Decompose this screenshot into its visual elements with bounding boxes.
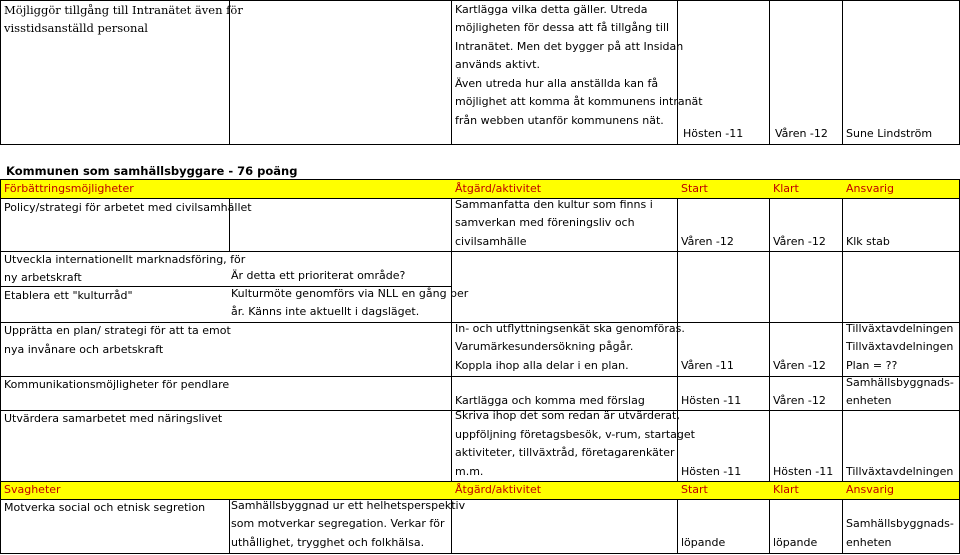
grid-line: [677, 0, 678, 145]
grid-line: [769, 0, 770, 145]
pendlare-start: Hösten -11: [681, 394, 742, 407]
kulturrad-col1: Etablera ett "kulturråd": [4, 289, 133, 302]
pendlare-ansvarig-line: enheten: [846, 394, 892, 407]
top-col3-line: från webben utanför kommunens nät.: [455, 114, 664, 127]
svagheter-col1: Motverka social och etnisk segretion: [4, 501, 206, 514]
grid-line: [451, 0, 452, 145]
internationellt-col1-line: Utveckla internationellt marknadsföring, för: [4, 253, 246, 266]
top-ansvarig: Sune Lindström: [846, 127, 933, 140]
policy-ansvarig: Klk stab: [846, 235, 890, 248]
header2-ansvarig: Ansvarig: [846, 483, 895, 496]
pendlare-col3: Kartlägga och komma med förslag: [455, 394, 645, 407]
svagheter-col2-line: uthållighet, trygghet och folkhälsa.: [231, 536, 425, 549]
policy-col3-line: samverkan med föreningsliv och: [455, 216, 635, 229]
top-col1-line: Möjliggör tillgång till Intranätet även för: [4, 3, 243, 17]
kulturrad-col2-line: Kulturmöte genomförs via NLL en gång per: [231, 287, 469, 300]
emot-ansvarig-line: Plan = ??: [846, 359, 898, 372]
grid-line: [0, 144, 960, 145]
policy-col3-line: civilsamhälle: [455, 235, 527, 248]
pendlare-col1: Kommunikationsmöjligheter för pendlare: [4, 378, 230, 391]
header2-col1: Svagheter: [4, 483, 61, 496]
svagheter-col2-line: som motverkar segregation. Verkar för: [231, 517, 445, 530]
header2-col3: Åtgärd/aktivitet: [455, 483, 542, 496]
header2-klart: Klart: [773, 483, 799, 496]
naringsliv-col3-line: uppföljning företagsbesök, v-rum, startaget: [455, 428, 695, 441]
header-col3: Åtgärd/aktivitet: [455, 182, 542, 195]
top-col3-line: Intranätet. Men det bygger på att Insidan: [455, 40, 684, 53]
emot-col3-line: Koppla ihop alla delar i en plan.: [455, 359, 629, 372]
emot-ansvarig-line: Tillväxtavdelningen: [846, 322, 954, 335]
internationellt-col1-line: ny arbetskraft: [4, 271, 82, 284]
top-col3-line: möjligheten för dessa att få tillgång till: [455, 21, 670, 34]
emot-start: Våren -11: [681, 359, 734, 372]
svagheter-klart: löpande: [773, 536, 818, 549]
emot-col1-line: nya invånare och arbetskraft: [4, 343, 164, 356]
grid-line: [0, 553, 960, 554]
naringsliv-col1: Utvärdera samarbetet med näringslivet: [4, 412, 223, 425]
header-start: Start: [681, 182, 708, 195]
top-start: Hösten -11: [683, 127, 744, 140]
policy-col1: Policy/strategi för arbetet med civilsamhället: [4, 201, 252, 214]
grid-line: [229, 0, 230, 145]
policy-klart: Våren -12: [773, 235, 826, 248]
header2-start: Start: [681, 483, 708, 496]
naringsliv-start: Hösten -11: [681, 465, 742, 478]
pendlare-ansvarig-line: Samhällsbyggnads-: [846, 376, 954, 389]
grid-line: [229, 499, 230, 553]
grid-line: [0, 0, 1, 145]
internationellt-col2: Är detta ett prioriterat område?: [231, 269, 406, 282]
naringsliv-col3-line: m.m.: [455, 465, 484, 478]
top-col1-line: visstidsanställd personal: [4, 21, 148, 35]
emot-col3-line: In- och utflyttningsenkät ska genomföras.: [455, 322, 685, 335]
emot-klart: Våren -12: [773, 359, 826, 372]
top-col3-line: används aktivt.: [455, 58, 540, 71]
top-col3-line: Även utreda hur alla anställda kan få: [455, 77, 659, 90]
pendlare-klart: Våren -12: [773, 394, 826, 407]
emot-col3-line: Varumärkesundersökning pågår.: [455, 340, 634, 353]
naringsliv-klart: Hösten -11: [773, 465, 834, 478]
naringsliv-col3-line: aktiviteter, tillväxtråd, företagarenkäter: [455, 446, 675, 459]
header-klart: Klart: [773, 182, 799, 195]
grid-line: [842, 0, 843, 145]
svagheter-col2-line: Samhällsbyggnad ur ett helhetsperspektiv: [231, 499, 466, 512]
top-col3-line: möjlighet att komma åt kommunens intranät: [455, 95, 703, 108]
top-col3-line: Kartlägga vilka detta gäller. Utreda: [455, 3, 648, 16]
top-klart: Våren -12: [775, 127, 828, 140]
policy-start: Våren -12: [681, 235, 734, 248]
section-title: Kommunen som samhällsbyggare - 76 poäng: [6, 164, 298, 178]
header-col1: Förbättringsmöjligheter: [4, 182, 134, 195]
kulturrad-col2-line: år. Känns inte aktuellt i dagsläget.: [231, 305, 420, 318]
emot-col1-line: Upprätta en plan/ strategi för att ta emot: [4, 324, 231, 337]
svagheter-ansvarig-line: enheten: [846, 536, 892, 549]
policy-col3-line: Sammanfatta den kultur som finns i: [455, 198, 653, 211]
naringsliv-ansvarig: Tillväxtavdelningen: [846, 465, 954, 478]
svagheter-ansvarig-line: Samhällsbyggnads-: [846, 517, 954, 530]
naringsliv-col3-line: Skriva ihop det som redan är utvärderat,: [455, 409, 680, 422]
emot-ansvarig-line: Tillväxtavdelningen: [846, 340, 954, 353]
svagheter-start: löpande: [681, 536, 726, 549]
header-ansvarig: Ansvarig: [846, 182, 895, 195]
